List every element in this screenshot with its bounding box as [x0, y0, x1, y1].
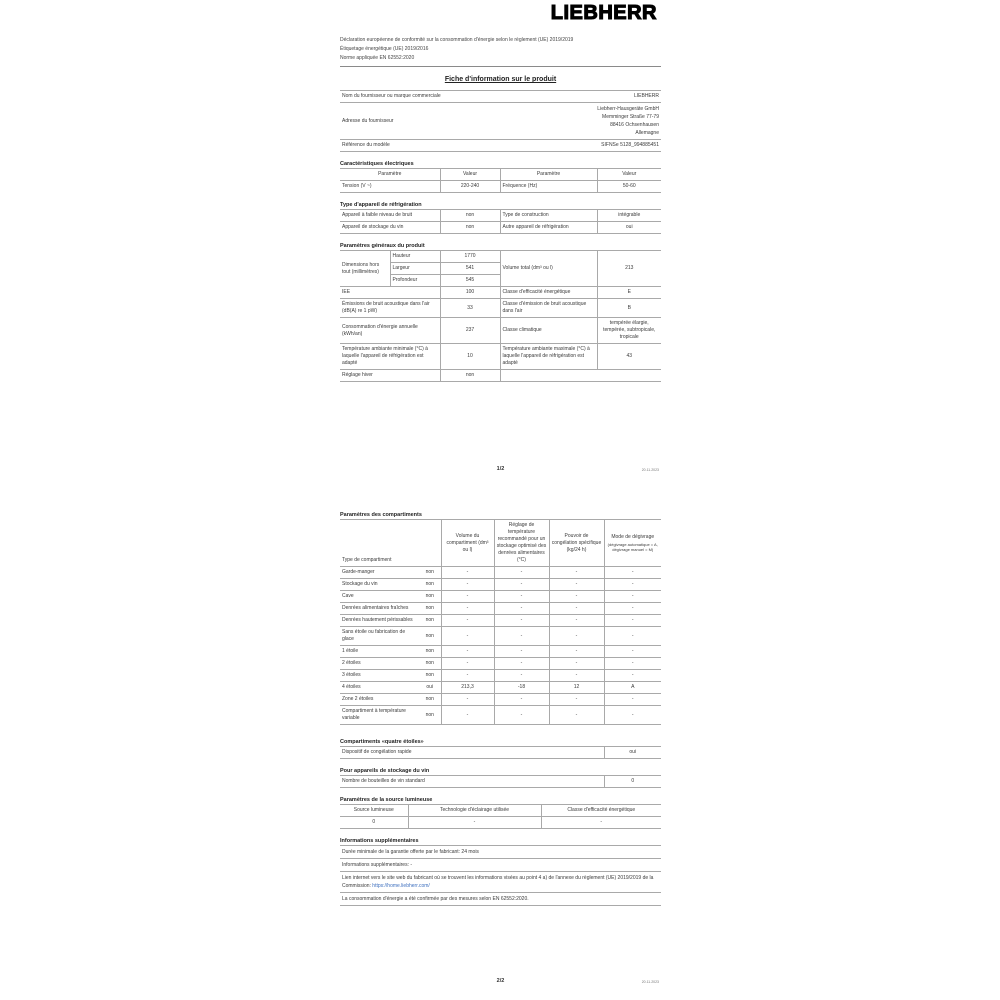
page-1	[340, 0, 661, 500]
table-cell: 4 étoiles	[340, 682, 419, 694]
column-header: Type de compartiment	[340, 520, 441, 567]
page-footer	[340, 978, 661, 990]
table-row	[340, 694, 661, 706]
table-cell: Denrées hautement périssables	[340, 615, 419, 627]
manufacturer-website-link[interactable]: https://home.liebherr.com/	[372, 883, 430, 889]
table-cell: -	[494, 627, 549, 646]
table-cell: non	[419, 591, 441, 603]
table-row	[340, 287, 661, 299]
table-cell: 33	[440, 299, 500, 318]
table-header-row	[340, 520, 661, 567]
table-cell: Température ambiante minimale (°C) à laquelle l'appareil de réfrigération est adapté	[340, 344, 440, 370]
table-cell: -	[494, 646, 549, 658]
table-header-row	[340, 169, 661, 181]
table-cell: -	[494, 603, 549, 615]
table-cell: non	[440, 210, 500, 222]
table-cell: Classe climatique	[500, 318, 597, 344]
warranty-text: Durée minimale de la garantie offerte par le fabricant: 24 mois	[340, 846, 661, 859]
table-cell: tempérée élargie, tempérée, subtropicale, tropicale	[597, 318, 661, 344]
table-cell: Type de construction	[500, 210, 597, 222]
table-cell: 12	[549, 682, 604, 694]
column-header: Pouvoir de congélation spécifique (kg/24 h)	[549, 520, 604, 567]
table-row	[340, 299, 661, 318]
address-line: 88416 Ochsenhausen	[610, 122, 659, 128]
table-row	[340, 579, 661, 591]
table-cell: -	[441, 627, 494, 646]
energy-confirmation-text: La consommation d'énergie a été confirmée par des mesures selon EN 62552:2020.	[340, 893, 661, 906]
table-cell: Classe d'efficacité énergétique	[500, 287, 597, 299]
column-header: Paramètre	[340, 169, 440, 181]
table-row	[340, 747, 661, 759]
table-cell: oui	[419, 682, 441, 694]
supplier-address-value	[500, 103, 661, 140]
table-cell: 0	[340, 817, 408, 829]
table-cell: -	[549, 567, 604, 579]
table-cell: -	[494, 706, 549, 725]
winter-setting-label: Réglage hiver	[340, 370, 440, 382]
table-row	[340, 627, 661, 646]
address-line: Allemagne	[635, 130, 659, 136]
column-header: Valeur	[440, 169, 500, 181]
table-cell: -	[541, 817, 661, 829]
manufacturer-link-text: Lien internet vers le site web du fabricant où se trouvent les informations visées au point 4 a) de l'annexe du règlement (UE) 2019/2019 de la Commission:	[342, 875, 654, 889]
fast-freeze-label: Dispositif de congélation rapide	[340, 747, 604, 759]
table-cell: Zone 2 étoiles	[340, 694, 419, 706]
general-params-table	[340, 250, 661, 382]
table-cell: -	[549, 670, 604, 682]
model-ref-value: SIFNSe 5128_994885451	[500, 140, 661, 152]
winter-setting-value: non	[440, 370, 500, 382]
table-row	[340, 658, 661, 670]
column-header: Réglage de température recommandé pour un stockage optimisé des denrées alimentaires (°C)	[494, 520, 549, 567]
table-row	[340, 646, 661, 658]
table-cell: -	[441, 646, 494, 658]
address-line: Memminger Straße 77-79	[602, 114, 659, 120]
volume-total-label: Volume total (dm³ ou l)	[500, 251, 597, 287]
appliance-type-table	[340, 209, 661, 234]
footer-date: 20.11.2023	[641, 468, 659, 472]
page-2	[340, 512, 661, 1000]
table-cell: -	[604, 706, 661, 725]
column-header: Classe d'efficacité énergétique	[541, 805, 661, 817]
table-cell: Classe d'émission de bruit acoustique dans l'air	[500, 299, 597, 318]
table-cell: 213,3	[441, 682, 494, 694]
table-cell: non	[419, 567, 441, 579]
table-cell: Appareil à faible niveau de bruit	[340, 210, 440, 222]
table-cell: -	[549, 658, 604, 670]
wine-table	[340, 775, 661, 788]
table-cell: Fréquence (Hz)	[500, 181, 597, 193]
table-cell: 541	[440, 263, 500, 275]
table-cell: Sans étoile ou fabrication de glace	[340, 627, 419, 646]
additional-info-text: Informations supplémentaires: -	[340, 859, 661, 872]
table-cell: -	[408, 817, 541, 829]
page-number: 1/2	[496, 466, 505, 472]
table-cell: non	[419, 615, 441, 627]
column-header: Valeur	[597, 169, 661, 181]
table-cell: B	[597, 299, 661, 318]
table-cell: -	[441, 694, 494, 706]
table-cell: -	[441, 670, 494, 682]
table-cell: -	[604, 694, 661, 706]
section-heading-appliance-type: Type d'appareil de réfrigération	[340, 202, 422, 208]
wine-bottles-label: Nombre de bouteilles de vin standard	[340, 776, 604, 788]
model-ref-label: Référence du modèle	[340, 140, 500, 152]
address-line: Liebherr-Hausgeräte GmbH	[597, 106, 659, 112]
table-cell: -	[441, 591, 494, 603]
table-cell: 1 étoile	[340, 646, 419, 658]
table-cell: Appareil de stockage du vin	[340, 222, 440, 234]
table-cell: -	[494, 591, 549, 603]
table-cell: -	[549, 603, 604, 615]
electrical-table	[340, 168, 661, 193]
table-cell: Consommation d'énergie annuelle (kWh/an)	[340, 318, 440, 344]
table-cell: non	[419, 658, 441, 670]
wine-bottles-value: 0	[604, 776, 661, 788]
table-cell: Hauteur	[390, 251, 440, 263]
table-row	[340, 318, 661, 344]
table-cell: 100	[440, 287, 500, 299]
table-cell: -	[441, 603, 494, 615]
defrost-header-main: Mode de dégivrage	[611, 534, 655, 540]
table-cell: 1770	[440, 251, 500, 263]
table-cell: Autre appareil de réfrigération	[500, 222, 597, 234]
section-heading-light: Paramètres de la source lumineuse	[340, 797, 433, 803]
table-cell: Compartiment à température variable	[340, 706, 419, 725]
table-row	[340, 103, 661, 140]
table-row	[340, 181, 661, 193]
table-cell: E	[597, 287, 661, 299]
table-cell: Denrées alimentaires fraîches	[340, 603, 419, 615]
declaration-block	[340, 36, 661, 63]
table-row	[340, 210, 661, 222]
table-cell: Tension (V ~)	[340, 181, 440, 193]
section-heading-compartments: Paramètres des compartiments	[340, 512, 422, 518]
table-cell: -	[604, 591, 661, 603]
section-heading-general: Paramètres généraux du produit	[340, 243, 425, 249]
table-cell: -	[441, 658, 494, 670]
table-cell: 10	[440, 344, 500, 370]
table-cell: -	[604, 646, 661, 658]
table-cell: Cave	[340, 591, 419, 603]
table-cell: non	[419, 603, 441, 615]
table-row	[340, 567, 661, 579]
table-cell: non	[419, 627, 441, 646]
light-source-table	[340, 804, 661, 829]
table-cell: Largeur	[390, 263, 440, 275]
page-footer	[340, 466, 661, 478]
table-row	[340, 615, 661, 627]
table-row	[340, 776, 661, 788]
table-row	[340, 603, 661, 615]
supplier-address-label: Adresse du fournisseur	[340, 103, 500, 140]
table-cell: -	[494, 615, 549, 627]
table-row	[340, 344, 661, 370]
table-cell: -	[494, 567, 549, 579]
table-cell: -	[441, 579, 494, 591]
compartments-table	[340, 519, 661, 725]
table-row	[340, 140, 661, 152]
table-row	[340, 706, 661, 725]
additional-info-table	[340, 845, 661, 906]
table-cell: -	[549, 694, 604, 706]
table-row	[340, 251, 661, 263]
manufacturer-link-row	[340, 872, 661, 893]
table-cell: non	[419, 694, 441, 706]
section-heading-additional: Informations supplémentaires	[340, 838, 419, 844]
table-row	[340, 846, 661, 859]
supplier-name-value: LIEBHERR	[500, 91, 661, 103]
table-cell: -	[494, 579, 549, 591]
column-header: Paramètre	[500, 169, 597, 181]
table-cell: IEE	[340, 287, 440, 299]
table-cell: non	[419, 670, 441, 682]
table-cell: -	[604, 615, 661, 627]
column-header	[604, 520, 661, 567]
table-row	[340, 670, 661, 682]
table-cell	[500, 370, 661, 382]
table-cell: -18	[494, 682, 549, 694]
page-title: Fiche d'information sur le produit	[444, 76, 557, 83]
table-row	[340, 859, 661, 872]
table-cell: -	[549, 646, 604, 658]
table-cell: -	[604, 658, 661, 670]
table-cell: -	[441, 567, 494, 579]
dimensions-label: Dimensions hors tout (millimètres)	[340, 251, 390, 287]
table-cell: 220-240	[440, 181, 500, 193]
section-heading-wine: Pour appareils de stockage du vin	[340, 768, 430, 774]
table-cell: non	[419, 579, 441, 591]
fast-freeze-value: oui	[604, 747, 661, 759]
table-cell: -	[604, 627, 661, 646]
table-cell: -	[494, 670, 549, 682]
column-header: Technologie d'éclairage utilisée	[408, 805, 541, 817]
footer-date: 20.11.2023	[641, 980, 659, 984]
table-row	[340, 591, 661, 603]
table-cell: 3 étoiles	[340, 670, 419, 682]
table-cell: Émissions de bruit acoustique dans l'air (dB(A) re 1 pW)	[340, 299, 440, 318]
column-header: Volume du compartiment (dm³ ou l)	[441, 520, 494, 567]
table-cell: Profondeur	[390, 275, 440, 287]
table-row	[340, 370, 661, 382]
table-row	[340, 222, 661, 234]
table-cell: -	[604, 579, 661, 591]
liebherr-logo: LIEBHERR	[550, 2, 657, 24]
table-cell: 545	[440, 275, 500, 287]
table-cell: intégrable	[597, 210, 661, 222]
declaration-line: Norme appliquée EN 62552:2020	[340, 55, 415, 61]
table-cell: 50-60	[597, 181, 661, 193]
declaration-line: Étiquetage énergétique (UE) 2019/2016	[340, 46, 429, 52]
table-cell: non	[419, 646, 441, 658]
four-star-table	[340, 746, 661, 759]
table-cell: -	[549, 615, 604, 627]
table-cell: non	[419, 706, 441, 725]
table-cell: Garde-manger	[340, 567, 419, 579]
supplier-name-label: Nom du fournisseur ou marque commerciale	[340, 91, 500, 103]
table-cell: oui	[597, 222, 661, 234]
divider	[340, 66, 661, 67]
table-row	[340, 682, 661, 694]
table-cell: -	[441, 615, 494, 627]
section-heading-electrical: Caractéristiques électriques	[340, 161, 414, 167]
table-header-row	[340, 805, 661, 817]
table-cell: -	[604, 670, 661, 682]
table-cell: Température ambiante maximale (°C) à laquelle l'appareil de réfrigération est adapté	[500, 344, 597, 370]
table-row	[340, 872, 661, 893]
table-cell: A	[604, 682, 661, 694]
table-cell: -	[441, 706, 494, 725]
table-cell: non	[440, 222, 500, 234]
table-cell: -	[604, 603, 661, 615]
column-header: Source lumineuse	[340, 805, 408, 817]
table-cell: 237	[440, 318, 500, 344]
table-cell: -	[549, 627, 604, 646]
table-cell: -	[549, 706, 604, 725]
table-cell: -	[549, 591, 604, 603]
table-cell: -	[604, 567, 661, 579]
table-cell: 2 étoiles	[340, 658, 419, 670]
table-cell: -	[494, 658, 549, 670]
table-row	[340, 893, 661, 906]
declaration-line: Déclaration européenne de conformité sur la consommation d'énergie selon le règlement (UE) 2019/2019	[340, 37, 574, 43]
defrost-header-sub: (dégivrage automatique = A, dégivrage manuel = M)	[607, 542, 658, 552]
page-number: 2/2	[496, 978, 505, 984]
supplier-table	[340, 90, 661, 152]
table-row	[340, 91, 661, 103]
table-cell: Stockage du vin	[340, 579, 419, 591]
table-cell: -	[549, 579, 604, 591]
table-cell: -	[494, 694, 549, 706]
section-heading-four-star: Compartiments «quatre étoiles»	[340, 739, 424, 745]
table-row	[340, 817, 661, 829]
table-cell: 43	[597, 344, 661, 370]
volume-total-value: 213	[597, 251, 661, 287]
